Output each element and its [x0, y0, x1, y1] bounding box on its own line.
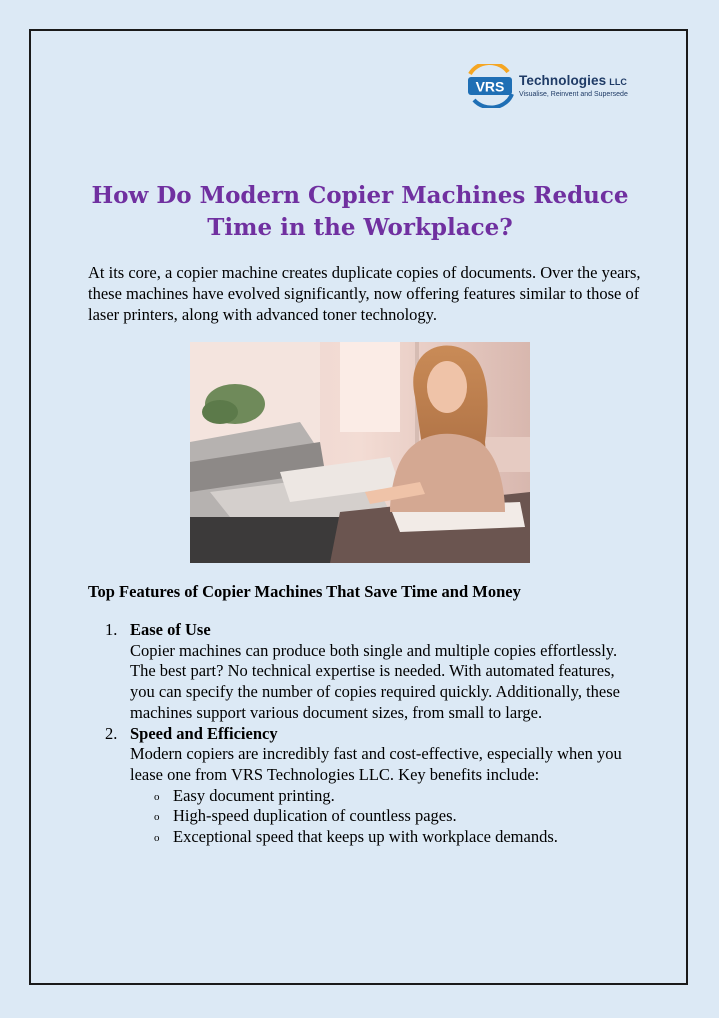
bullet-item — [130, 786, 640, 807]
feature-number: 1. — [105, 620, 118, 639]
company-logo — [464, 64, 634, 110]
logo-tagline: Visualise, Reinvent and Supersede — [519, 91, 628, 98]
bullet-marker: o — [154, 790, 160, 803]
feature-number: 2. — [105, 723, 118, 743]
woman-at-copier-photo — [190, 342, 530, 563]
logo-brand-name: Technologies — [519, 73, 607, 88]
bullet-text: Exceptional speed that keeps up with workplace demands. — [173, 827, 558, 847]
features-list — [105, 620, 640, 848]
logo-brand — [519, 73, 627, 88]
bullet-marker: o — [154, 832, 160, 845]
logo-monogram: VRS — [475, 78, 505, 95]
feature-title: Ease of Use — [130, 620, 211, 639]
intro-paragraph: At its core, a copier machine creates duplicate copies of documents. Over the years, these machines have evolved significantly, now offering features similar to those of laser printers, along with advanced toner technology. — [88, 263, 641, 324]
feature-body: Copier machines can produce both single and multiple copies effortlessly. The best part? No technical expertise is needed. With automated features, you can specify the number of copies required quickly. Additionally, these machines support various document sizes, from small to large. — [130, 640, 620, 722]
feature-title: Speed and Efficiency — [130, 723, 278, 743]
logo-brand-suffix: LLC — [609, 77, 628, 87]
vrs-emblem-icon — [464, 64, 518, 108]
bullet-text: High-speed duplication of countless pages. — [173, 806, 457, 826]
bullet-text: Easy document printing. — [173, 785, 335, 805]
page-title: How Do Modern Copier Machines Reduce Time in the Workplace? — [91, 182, 629, 241]
feature-body: Modern copiers are incredibly fast and cost-effective, especially when you lease one from VRS Technologies LLC. Key benefits include: — [130, 744, 622, 784]
bullet-item — [130, 806, 640, 827]
bullet-marker: o — [154, 811, 160, 824]
bullet-item — [130, 827, 640, 848]
feature-item — [105, 723, 640, 848]
feature-item — [105, 620, 640, 724]
features-heading: Top Features of Copier Machines That Save Time and Money — [88, 582, 521, 601]
